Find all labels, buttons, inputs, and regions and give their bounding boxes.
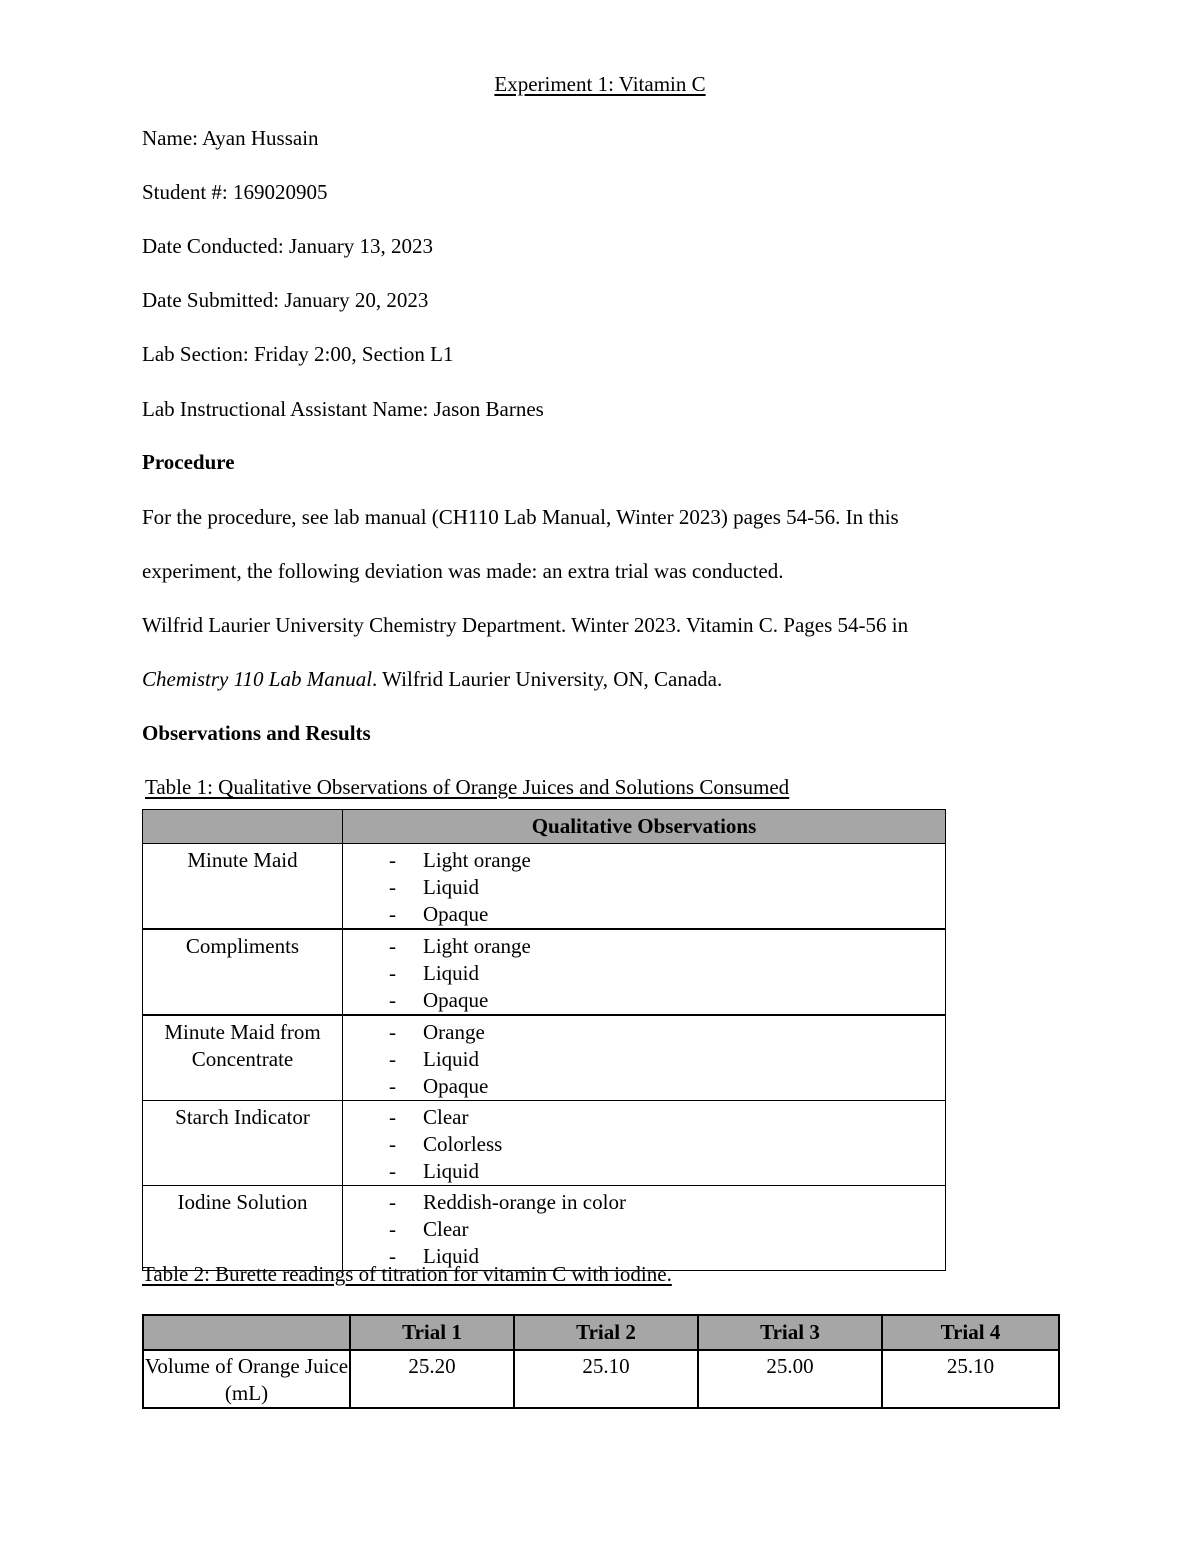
list-item: - Opaque — [343, 1073, 945, 1100]
reference-manual-title: Chemistry 110 Lab Manual — [142, 667, 373, 691]
student-name: Name: Ayan Hussain — [142, 126, 319, 150]
list-item: - Light orange — [343, 933, 945, 960]
reference-publisher: . Wilfrid Laurier University, ON, Canada. — [372, 667, 723, 691]
list-item: - Reddish-orange in color — [343, 1189, 945, 1216]
table-row — [143, 1186, 946, 1271]
table-row — [143, 1101, 946, 1186]
student-number: Student #: 169020905 — [142, 180, 328, 204]
procedure-line-2: experiment, the following deviation was made: an extra trial was conducted. — [142, 559, 784, 583]
table1-caption: Table 1: Qualitative Observations of Orange Juices and Solutions Consumed — [145, 775, 790, 799]
volume-value: 25.10 — [514, 1350, 698, 1408]
trial-header: Trial 2 — [514, 1315, 698, 1350]
table1-corner-cell — [143, 810, 343, 844]
list-item: - Colorless — [343, 1131, 945, 1158]
trial-header: Trial 4 — [882, 1315, 1059, 1350]
procedure-heading: Procedure — [142, 450, 235, 474]
volume-value: 25.00 — [698, 1350, 882, 1408]
trial-header: Trial 1 — [350, 1315, 514, 1350]
list-item: - Light orange — [343, 847, 945, 874]
volume-value: 25.10 — [882, 1350, 1059, 1408]
observations-cell — [343, 844, 946, 930]
date-submitted: Date Submitted: January 20, 2023 — [142, 288, 429, 312]
table-row — [143, 1350, 1059, 1408]
date-conducted: Date Conducted: January 13, 2023 — [142, 234, 434, 258]
table-row — [143, 1015, 946, 1101]
lab-assistant: Lab Instructional Assistant Name: Jason Barnes — [142, 397, 544, 421]
table-row — [143, 844, 946, 930]
trial-header: Trial 3 — [698, 1315, 882, 1350]
list-item: - Liquid — [343, 1046, 945, 1073]
reference-line-1: Wilfrid Laurier University Chemistry Department. Winter 2023. Vitamin C. Pages 54-56 in — [142, 613, 909, 637]
reference-line-2 — [142, 669, 722, 690]
row-label: Minute Maid — [143, 844, 343, 930]
row-label: Starch Indicator — [143, 1101, 343, 1186]
table2-caption: Table 2: Burette readings of titration for vitamin C with iodine. — [142, 1262, 672, 1286]
table-row — [143, 929, 946, 1015]
observations-cell — [343, 1015, 946, 1101]
list-item: - Clear — [343, 1216, 945, 1243]
observations-cell — [343, 929, 946, 1015]
list-item: - Liquid — [343, 1158, 945, 1185]
table2-corner-cell — [143, 1315, 350, 1350]
row-label: Iodine Solution — [143, 1186, 343, 1271]
list-item: - Opaque — [343, 901, 945, 928]
qualitative-observations-table — [142, 809, 946, 1271]
volume-value: 25.20 — [350, 1350, 514, 1408]
list-item: - Opaque — [343, 987, 945, 1014]
row-label: Volume of Orange Juice (mL) — [143, 1350, 350, 1408]
observations-cell — [343, 1186, 946, 1271]
list-item: - Liquid — [343, 874, 945, 901]
table1-header: Qualitative Observations — [343, 810, 946, 844]
procedure-line-1: For the procedure, see lab manual (CH110 Lab Manual, Winter 2023) pages 54-56. In this — [142, 505, 899, 529]
results-heading: Observations and Results — [142, 721, 371, 745]
list-item: - Orange — [343, 1019, 945, 1046]
lab-section: Lab Section: Friday 2:00, Section L1 — [142, 342, 454, 366]
list-item: - Liquid — [343, 1243, 945, 1270]
list-item: - Clear — [343, 1104, 945, 1131]
row-label: Minute Maid from Concentrate — [143, 1015, 343, 1101]
page-title: Experiment 1: Vitamin C — [494, 72, 706, 96]
burette-readings-table — [142, 1314, 1060, 1409]
observations-cell — [343, 1101, 946, 1186]
row-label: Compliments — [143, 929, 343, 1015]
list-item: - Liquid — [343, 960, 945, 987]
